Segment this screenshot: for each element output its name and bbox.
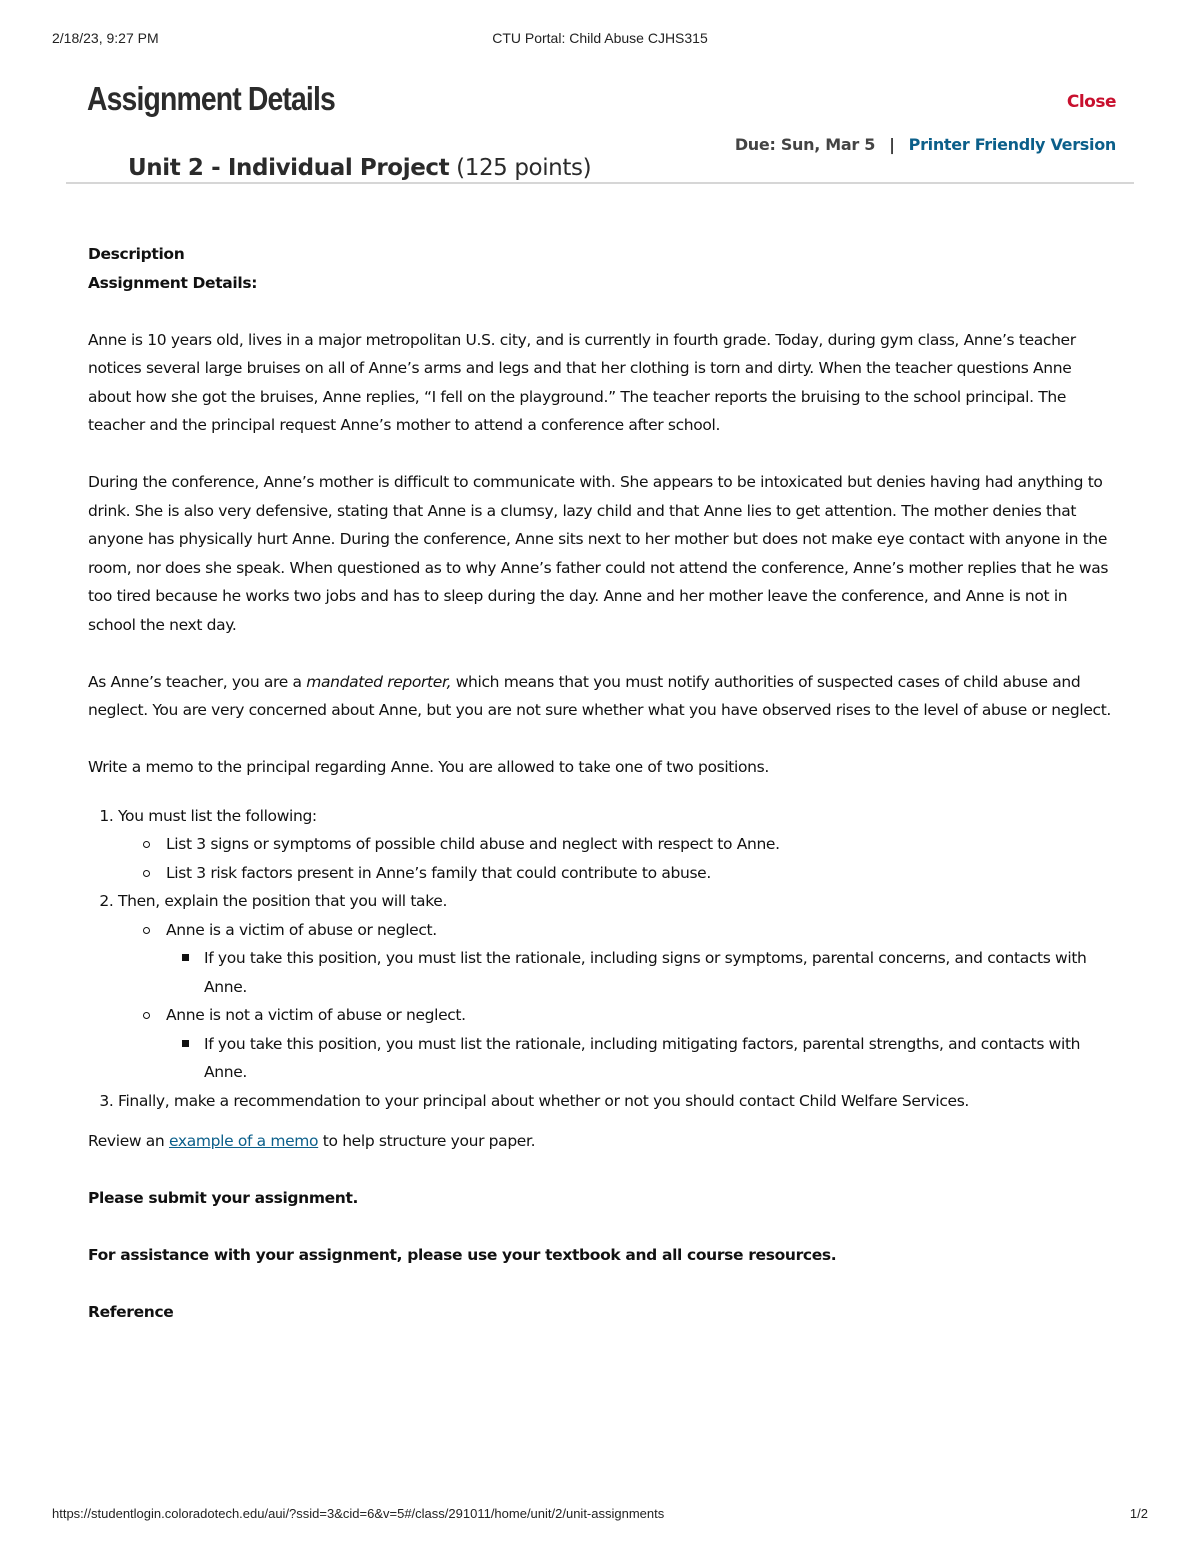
list-item — [166, 1001, 1118, 1087]
position-not-victim: Anne is not a victim of abuse or neglect. — [166, 1006, 466, 1024]
submit-instruction: Please submit your assignment. — [88, 1189, 359, 1207]
due-row — [735, 135, 1116, 154]
scenario-paragraph-2: During the conference, Anne’s mother is difficult to communicate with. She appears to be intoxicated but denies having had anything to drink. She is also very defensive, stating that Anne is a clumsy, lazy child and that Anne lies to get attention. The mother denies that anyone has physically hurt Anne. During the conference, Anne sits next to her mother but does not make eye contact with anyone in the room, nor does she speak. When questioned as to why Anne’s father could not attend the conference, Anne’s mother replies that he was too tired because he works two jobs and has to sleep during the day. Anne and her mother leave the conference, and Anne is not in school the next day. — [88, 473, 1109, 634]
due-date: Due: Sun, Mar 5 — [734, 135, 876, 154]
mandated-reporter-emphasis: mandated reporter, — [306, 672, 452, 691]
description-label: Description — [88, 245, 185, 263]
example-memo-link[interactable]: example of a memo — [168, 1132, 319, 1150]
print-page-number: 1/2 — [1129, 1506, 1148, 1521]
assignment-content — [88, 240, 1118, 1355]
task-1-sublist — [118, 830, 1118, 887]
page-title: Assignment Details — [87, 80, 335, 117]
mandated-reporter-paragraph — [88, 668, 1118, 725]
list-item — [118, 887, 1118, 1087]
assignment-title — [128, 155, 591, 181]
print-url: https://studentlogin.coloradotech.edu/aui/?ssid=3&cid=6&v=5#/class/291011/home/unit/2/unit-assignments — [52, 1506, 665, 1521]
position-not-victim-notes — [166, 1030, 1118, 1087]
assignment-points: (125 points) — [456, 155, 592, 181]
reference-label: Reference — [88, 1303, 174, 1321]
list-item: List 3 signs or symptoms of possible child abuse and neglect with respect to Anne. — [166, 830, 1118, 859]
print-footer — [52, 1506, 1148, 1528]
list-item: List 3 risk factors present in Anne’s family that could contribute to abuse. — [166, 859, 1118, 888]
header-divider — [66, 182, 1134, 184]
list-item — [118, 802, 1118, 888]
close-link[interactable]: Close — [1066, 92, 1116, 112]
list-item: If you take this position, you must list the rationale, including mitigating factors, parental strengths, and contacts with Anne. — [204, 1030, 1118, 1087]
list-item: If you take this position, you must list the rationale, including signs or symptoms, parental concerns, and contacts with Anne. — [204, 944, 1118, 1001]
list-item — [166, 916, 1118, 1002]
reporter-text-before: As Anne’s teacher, you are a — [88, 672, 307, 691]
print-datetime: 2/18/23, 9:27 PM — [52, 30, 159, 46]
task-list — [88, 802, 1118, 1116]
memo-intro: Write a memo to the principal regarding Anne. You are allowed to take one of two positions. — [88, 758, 769, 776]
position-victim: Anne is a victim of abuse or neglect. — [166, 920, 437, 939]
review-text-after: to help structure your paper. — [318, 1132, 536, 1150]
position-victim-notes — [166, 944, 1118, 1001]
task-2-sublist — [118, 916, 1118, 1087]
scenario-paragraph-1: Anne is 10 years old, lives in a major metropolitan U.S. city, and is currently in fourth grade. Today, during gym class, Anne’s teacher notices several large bruises on all of Anne’s arms and legs and that her clothing is torn and dirty. When the teacher questions Anne about how she got the bruises, Anne replies, “I fell on the playground.” The teacher reports the bruising to the school principal. The teacher and the principal request Anne’s mother to attend a conference after school. — [88, 330, 1076, 434]
assistance-instruction: For assistance with your assignment, please use your textbook and all course resources. — [88, 1246, 837, 1264]
list-item: 3. Finally, make a recommendation to your principal about whether or not you should contact Child Welfare Services. — [118, 1087, 1118, 1116]
review-text-before: Review an — [88, 1132, 169, 1150]
print-page-title: CTU Portal: Child Abuse CJHS315 — [492, 30, 708, 46]
review-paragraph — [88, 1127, 1118, 1156]
task-1: You must list the following: — [118, 806, 317, 825]
assignment-name: Unit 2 - Individual Project — [128, 155, 450, 181]
details-label: Assignment Details: — [88, 273, 258, 292]
separator: | — [889, 135, 895, 154]
task-2: Then, explain the position that you will take. — [118, 892, 448, 910]
print-header — [52, 30, 1148, 52]
printer-friendly-link[interactable]: Printer Friendly Version — [908, 135, 1116, 154]
reporter-text-after: which means that you must notify authorities of suspected cases of child abuse and neglect. You are very concerned about Anne, but you are not sure whether what you have observed rises to the level of abuse or neglect. — [88, 672, 1112, 719]
